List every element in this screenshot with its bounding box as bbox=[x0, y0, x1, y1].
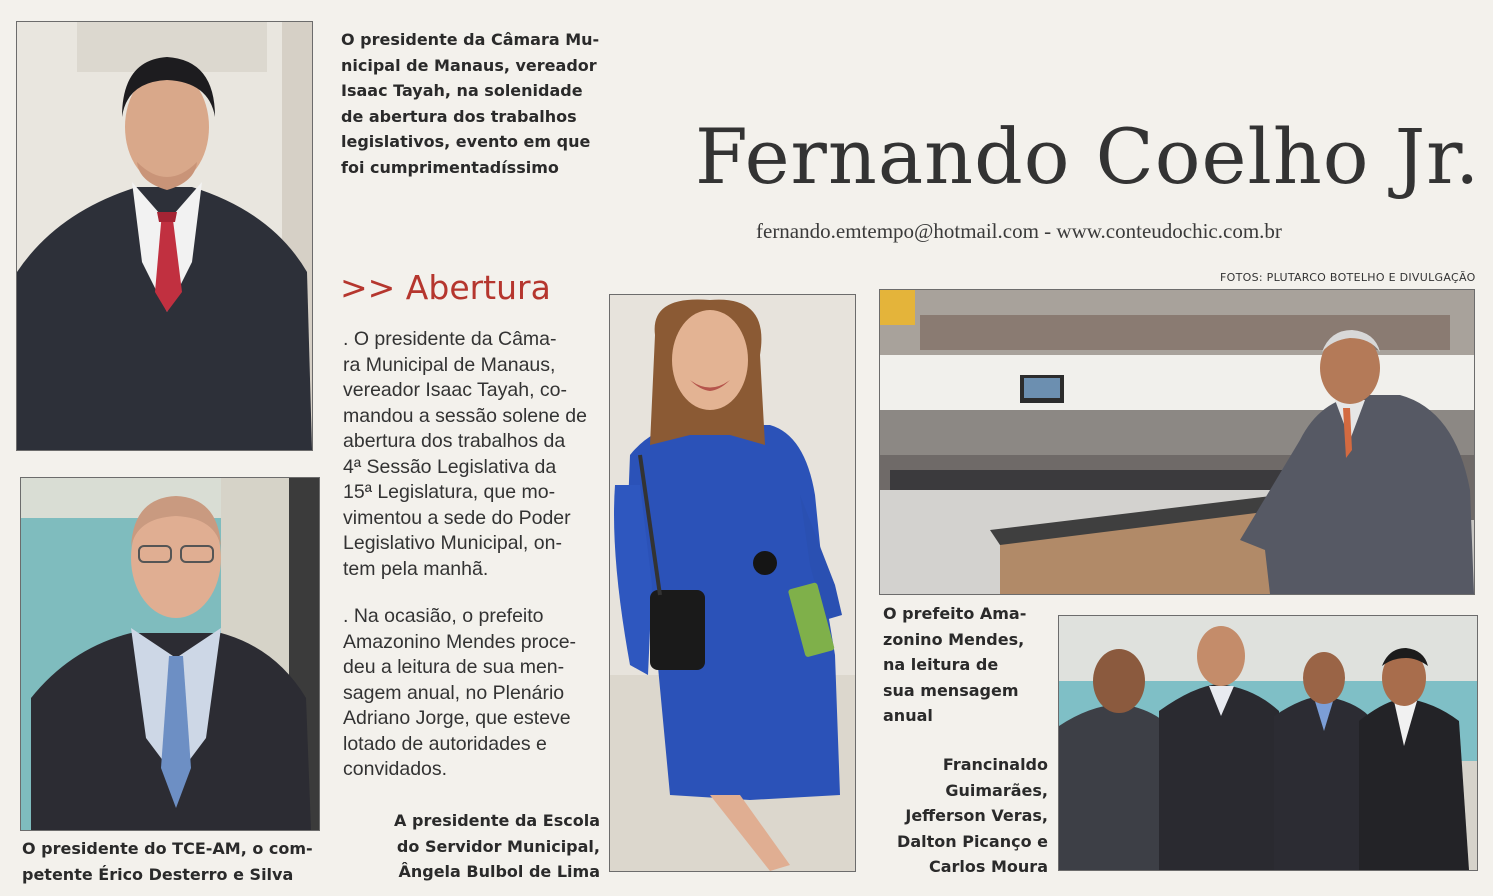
caption-erico-desterro: O presidente do TCE-AM, o com- petente Érico Desterro e Silva bbox=[22, 839, 313, 884]
section-paragraph-2: . Na ocasião, o prefeito Amazonino Mendes proce- deu a leitura de sua men- sagem anual, no Plenário Adriano Jorge, que esteve lotado de autoridades e convidados. bbox=[343, 605, 577, 780]
photo-isaac-tayah bbox=[16, 21, 313, 451]
photo-erico-desterro bbox=[20, 477, 320, 831]
photo-angela-bulbol bbox=[609, 294, 856, 872]
column-contact: fernando.emtempo@hotmail.com - www.conteudochic.com.br bbox=[756, 219, 1282, 243]
section-heading: >> Abertura bbox=[340, 268, 551, 307]
column-title: Fernando Coelho Jr. bbox=[695, 112, 1481, 201]
photo-group-four-men bbox=[1058, 615, 1478, 871]
caption-isaac-tayah: O presidente da Câmara Mu- nicipal de Manaus, vereador Isaac Tayah, na solenidade de abertura dos trabalhos legislativos, evento em que foi cumprimentadíssimo bbox=[341, 30, 600, 177]
photo-credit: FOTOS: PLUTARCO BOTELHO E DIVULGAÇÃO bbox=[1220, 271, 1476, 284]
section-paragraph-1: . O presidente da Câma- ra Municipal de Manaus, vereador Isaac Tayah, co- mandou a sessão solene de abertura dos trabalhos da 4ª Sessão Legislativa da 15ª Legislatura, que mo- vimentou a sede do Poder Legislativo Municipal, on- tem pela manhã. bbox=[343, 328, 587, 580]
photo-amazonino-plenary bbox=[879, 289, 1475, 595]
caption-amazonino-mendes: O prefeito Ama- zonino Mendes, na leitura de sua mensagem anual bbox=[883, 604, 1027, 725]
caption-group: Francinaldo Guimarães, Jefferson Veras, Dalton Picanço e Carlos Moura bbox=[897, 755, 1048, 876]
caption-angela-bulbol: A presidente da Escola do Servidor Municipal, Ângela Bulbol de Lima bbox=[394, 811, 600, 881]
